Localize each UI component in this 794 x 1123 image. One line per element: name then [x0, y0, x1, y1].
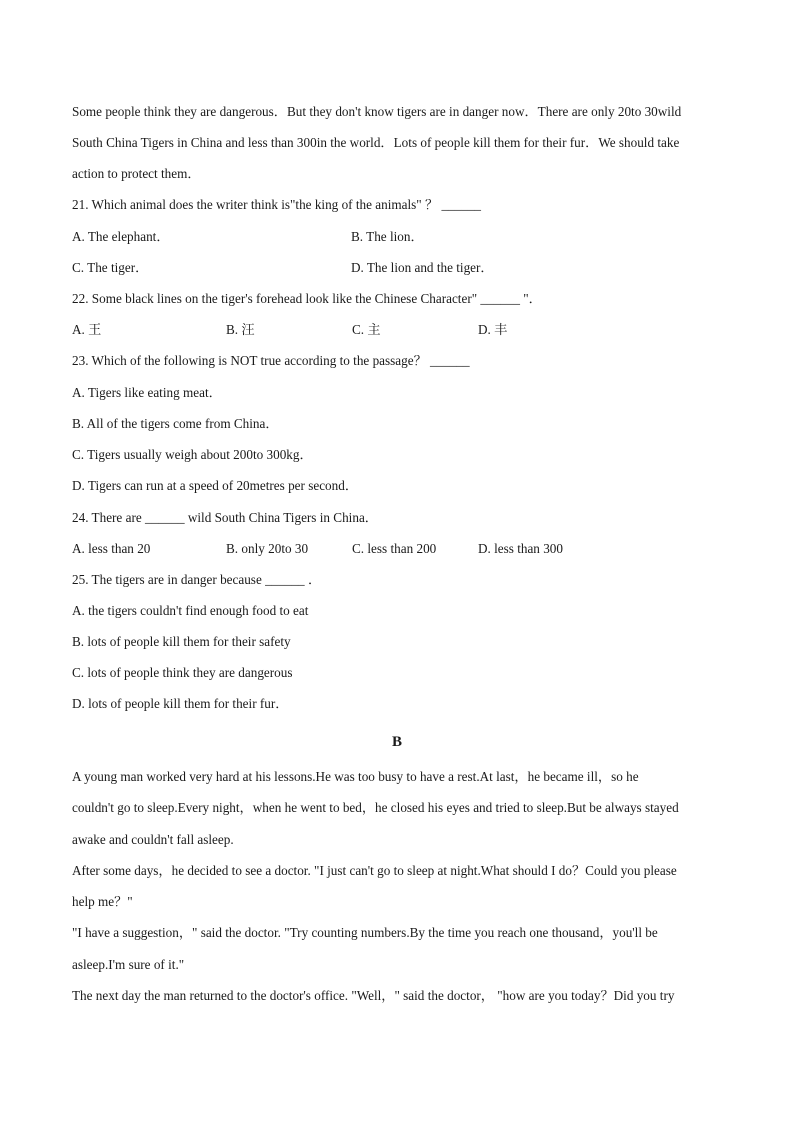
question-24-option-b[interactable]: B. only 20to 30 — [226, 541, 309, 556]
passage-b-line: asleep.I'm sure of it." — [72, 957, 185, 972]
question-22-stem: 22. Some black lines on the tiger's forehead look like the Chinese Character" ______ "． — [72, 291, 542, 306]
passage-b-line: A young man worked very hard at his lessons.He was too busy to have a rest.At last，he became ill，so he — [72, 769, 639, 784]
question-21-options — [72, 260, 732, 276]
question-21-stem: 21. Which animal does the writer think is"the king of the animals" ？ ______ — [72, 197, 482, 212]
question-25-option-d[interactable]: D. lots of people kill them for their fur． — [72, 696, 289, 711]
question-25-stem: 25. The tigers are in danger because ______ ． — [72, 572, 322, 587]
question-22-option-a[interactable]: A. 王 — [72, 322, 102, 337]
question-23-option-c[interactable]: C. Tigers usually weigh about 200to 300kg． — [72, 447, 313, 462]
question-25-option-b[interactable]: B. lots of people kill them for their safety — [72, 634, 291, 649]
section-b-heading: B — [391, 734, 402, 750]
passage-a-line: Some people think they are dangerous．But they don't know tigers are in danger now．There are only 20to 30wild — [72, 104, 682, 119]
question-21-option-d[interactable]: D. The lion and the tiger． — [351, 260, 494, 275]
question-23-stem: 23. Which of the following is NOT true according to the passage？ ______ — [72, 353, 470, 368]
question-25-option-c[interactable]: C. lots of people think they are dangerous — [72, 665, 293, 680]
question-24-option-d[interactable]: D. less than 300 — [478, 541, 563, 556]
question-22-option-b[interactable]: B. 汪 — [226, 322, 255, 337]
question-23-option-b[interactable]: B. All of the tigers come from China． — [72, 416, 279, 431]
passage-b-line: help me？" — [72, 894, 133, 909]
passage-b-line: After some days，he decided to see a doctor. "I just can't go to sleep at night.What should I do？Could you please — [72, 863, 677, 878]
question-21-option-c[interactable]: C. The tiger． — [72, 260, 149, 275]
question-21-option-a[interactable]: A. The elephant． — [72, 229, 170, 244]
question-23-option-d[interactable]: D. Tigers can run at a speed of 20metres per second． — [72, 478, 359, 493]
question-24-option-c[interactable]: C. less than 200 — [352, 541, 437, 556]
question-24-options — [72, 541, 732, 557]
question-24-option-a[interactable]: A. less than 20 — [72, 541, 151, 556]
question-22-option-d[interactable]: D. 丰 — [478, 322, 508, 337]
question-24-stem: 24. There are ______ wild South China Tigers in China． — [72, 510, 378, 525]
question-22-option-c[interactable]: C. 主 — [352, 322, 381, 337]
question-25-option-a[interactable]: A. the tigers couldn't find enough food to eat — [72, 603, 309, 618]
question-21-option-b[interactable]: B. The lion． — [351, 229, 424, 244]
question-21-options — [72, 229, 732, 245]
question-22-options — [72, 322, 732, 338]
question-23-option-a[interactable]: A. Tigers like eating meat． — [72, 385, 222, 400]
passage-b-line: couldn't go to sleep.Every night，when he went to bed，he closed his eyes and tried to sleep.But be always stayed — [72, 800, 679, 815]
passage-a-line: South China Tigers in China and less than 300in the world．Lots of people kill them for their fur．We should take — [72, 135, 680, 150]
passage-b-line: The next day the man returned to the doctor's office. "Well，" said the doctor， "how are you today？Did you try — [72, 988, 675, 1003]
passage-b-line: "I have a suggestion，" said the doctor. "Try counting numbers.By the time you reach one thousand，you'll be — [72, 925, 658, 940]
passage-a-line: action to protect them． — [72, 166, 201, 181]
passage-b-line: awake and couldn't fall asleep. — [72, 832, 234, 847]
